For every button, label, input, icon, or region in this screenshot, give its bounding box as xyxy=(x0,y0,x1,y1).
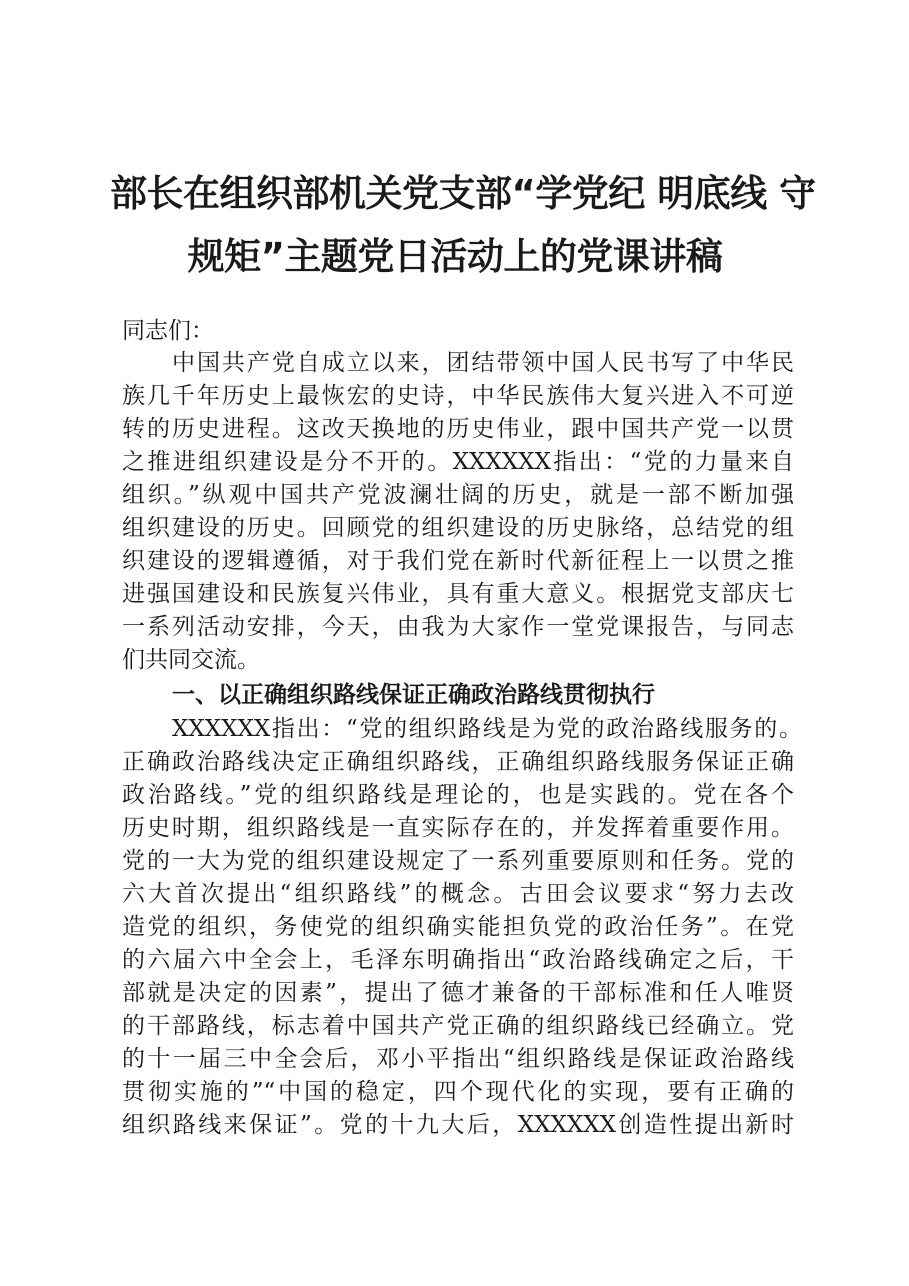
paragraph-line: 历史时期，组织路线是一直实际存在的，并发挥着重要作用。 xyxy=(122,815,794,841)
paragraph-line: 族几千年历史上最恢宏的史诗，中华民族伟大复兴进入不可逆 xyxy=(122,383,794,409)
paragraph-line: 政治路线。”党的组织路线是理论的，也是实践的。党在各个 xyxy=(122,782,794,808)
paragraph-line: 进强国建设和民族复兴伟业，具有重大意义。根据党支部庆七 xyxy=(122,581,794,607)
section-heading: 一、以正确组织路线保证正确政治路线贯彻执行 xyxy=(172,682,655,708)
paragraph-line: 组织建设的历史。回顾党的组织建设的历史脉络，总结党的组 xyxy=(122,515,794,541)
paragraph-line: 的干部路线，标志着中国共产党正确的组织路线已经确立。党 xyxy=(122,1013,794,1039)
paragraph-line: 贯彻实施的”“中国的稳定，四个现代化的实现，要有正确的 xyxy=(122,1079,794,1105)
paragraph-line: 造党的组织，务使党的组织确实能担负党的政治任务”。在党 xyxy=(122,914,794,940)
paragraph-line: 织建设的逻辑遵循，对于我们党在新时代新征程上一以贯之推 xyxy=(122,548,794,574)
paragraph-line: 之推进组织建设是分不开的。XXXXXX指出：“党的力量来自 xyxy=(122,449,794,475)
paragraph-line: 的六届六中全会上，毛泽东明确指出“政治路线确定之后，干 xyxy=(122,947,794,973)
paragraph-line: XXXXXX指出：“党的组织路线是为党的政治路线服务的。 xyxy=(172,716,802,742)
paragraph-line: 组织。”纵观中国共产党波澜壮阔的历史，就是一部不断加强 xyxy=(122,482,794,508)
paragraph-line: 党的一大为党的组织建设规定了一系列重要原则和任务。党的 xyxy=(122,848,794,874)
paragraph-line: 部就是决定的因素”，提出了德才兼备的干部标准和任人唯贤 xyxy=(122,980,794,1006)
document-title-line-2: 规矩”主题党日活动上的党课讲稿 xyxy=(187,235,723,278)
document-title-line-1: 部长在组织部机关党支部“学党纪 明底线 守 xyxy=(110,172,816,215)
paragraph-line: 六大首次提出“组织路线”的概念。古田会议要求“努力去改 xyxy=(122,881,794,907)
paragraph-line: 一系列活动安排，今天，由我为大家作一堂党课报告，与同志 xyxy=(122,614,794,640)
paragraph-line: 的十一届三中全会后，邓小平指出“组织路线是保证政治路线 xyxy=(122,1046,794,1072)
salutation: 同志们： xyxy=(122,318,214,344)
paragraph-line: 们共同交流。 xyxy=(122,647,260,673)
paragraph-line: 正确政治路线决定正确组织路线，正确组织路线服务保证正确 xyxy=(122,749,794,775)
paragraph-line: 中国共产党自成立以来，团结带领中国人民书写了中华民 xyxy=(172,350,794,376)
paragraph-line: 转的历史进程。这改天换地的历史伟业，跟中国共产党一以贯 xyxy=(122,416,794,442)
paragraph-line: 组织路线来保证”。党的十九大后，XXXXXX创造性提出新时 xyxy=(122,1112,794,1138)
